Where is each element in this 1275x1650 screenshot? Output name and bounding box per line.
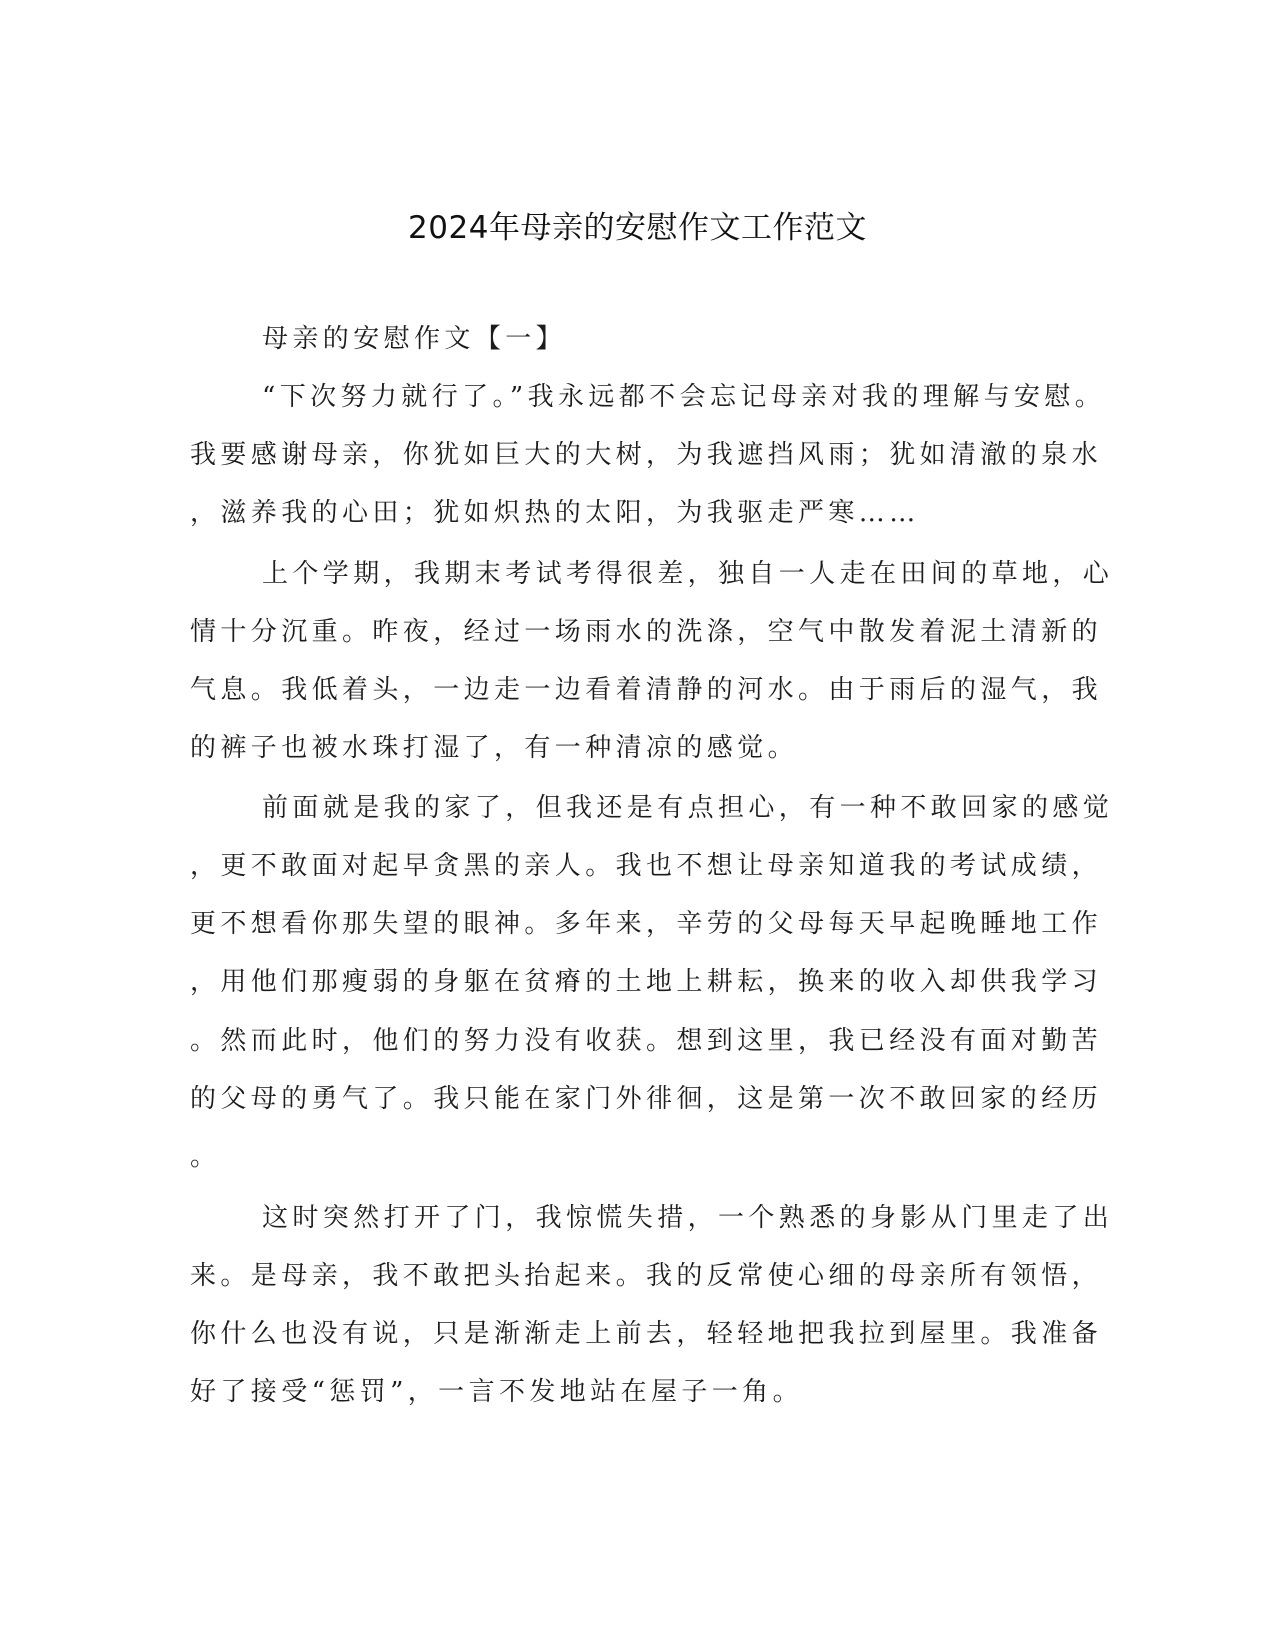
paragraph-line: 来。是母亲，我不敢把头抬起来。我的反常使心细的母亲所有领悟， — [190, 1261, 1103, 1291]
paragraph-line: 上个学期，我期末考试考得很差，独自一人走在田间的草地，心 — [262, 559, 1114, 589]
paragraph-line: ，滋养我的心田；犹如炽热的太阳，为我驱走严寒…… — [190, 498, 920, 528]
paragraph-line: 更不想看你那失望的眼神。多年来，辛劳的父母每天早起晚睡地工作 — [190, 909, 1103, 939]
paragraph-line: 。然而此时，他们的努力没有收获。想到这里，我已经没有面对勤苦 — [190, 1026, 1103, 1056]
paragraph-line: 的父母的勇气了。我只能在家门外徘徊，这是第一次不敢回家的经历 — [190, 1084, 1103, 1114]
paragraph-line: 你什么也没有说，只是渐渐走上前去，轻轻地把我拉到屋里。我准备 — [190, 1319, 1103, 1349]
paragraph-line: ，更不敢面对起早贪黑的亲人。我也不想让母亲知道我的考试成绩， — [190, 851, 1103, 881]
paragraph-line: 好了接受“惩罚”，一言不发地站在屋子一角。 — [190, 1377, 803, 1407]
paragraph-line: 我要感谢母亲，你犹如巨大的大树，为我遮挡风雨；犹如清澈的泉水 — [190, 440, 1103, 470]
paragraph-line: ，用他们那瘦弱的身躯在贫瘠的土地上耕耘，换来的收入却供我学习 — [190, 967, 1103, 997]
paragraph-line: 的裤子也被水珠打湿了，有一种清凉的感觉。 — [190, 733, 799, 763]
paragraph-line: 气息。我低着头，一边走一边看着清静的河水。由于雨后的湿气，我 — [190, 675, 1103, 705]
section-heading: 母亲的安慰作文【一】 — [262, 324, 567, 354]
paragraph-line: “下次努力就行了。”我永远都不会忘记母亲对我的理解与安慰。 — [262, 382, 1106, 412]
paragraph-line: 。 — [190, 1142, 221, 1172]
paragraph-line: 这时突然打开了门，我惊慌失措，一个熟悉的身影从门里走了出 — [262, 1203, 1114, 1233]
paragraph-line: 前面就是我的家了，但我还是有点担心，有一种不敢回家的感觉 — [262, 793, 1114, 823]
document-title: 2024年母亲的安慰作文工作范文 — [408, 210, 867, 246]
paragraph-line: 情十分沉重。昨夜，经过一场雨水的洗涤，空气中散发着泥土清新的 — [190, 617, 1103, 647]
